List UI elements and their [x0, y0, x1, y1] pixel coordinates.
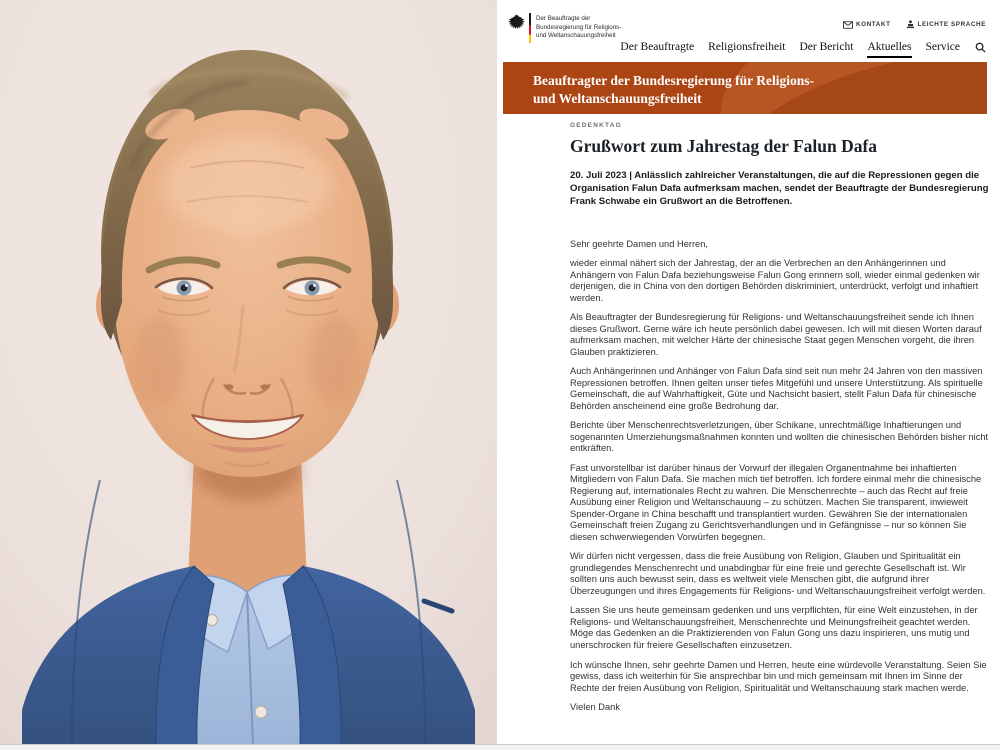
portrait-photo: [0, 0, 497, 745]
bottom-divider: [0, 744, 1000, 750]
site-logo[interactable]: [508, 13, 621, 43]
nav-item[interactable]: Religionsfreiheit: [708, 41, 786, 53]
flag-bar: [529, 13, 531, 43]
logo-text-line: Bundesregierung für Religions-: [536, 23, 622, 31]
portrait-illustration: [0, 0, 497, 745]
logo-text-line: und Weltanschauungsfreiheit: [536, 32, 616, 40]
article-intro: 20. Juli 2023 | Anlässlich zahlreicher Veranstaltungen, die auf die Repressionen gegen die Organisation Falun Dafa aufmerksam machen, sendet der Beauftragte der Bundesregierung Frank Schwabe ein Grußwort an die Betroffenen.: [570, 170, 989, 207]
article-paragraph: Sehr geehrte Damen und Herren,: [570, 238, 708, 249]
article-paragraph: Lassen Sie uns heute gemeinsam gedenken und uns verpflichten, für eine Welt einzustehen, in der Religions- und Weltanschauungsfreiheit, Menschenrechte und Meinungsfreiheit geachtet werden. Möge das Gedenken an die Praktizierenden von Falun Gong uns dazu inspirieren, uns mutig und unerschrocken für freiere Gesellschaften einzusetzen.: [570, 605, 978, 650]
leichte-sprache-label: LEICHTE SPRACHE: [917, 21, 986, 28]
nav-item[interactable]: Der Bericht: [799, 41, 854, 53]
article-paragraph: Auch Anhängerinnen und Anhänger von Falun Dafa sind seit nun mehr 24 Jahren von den massiven Repressionen betroffen. Ihnen gelten unser tiefes Mitgefühl und unsere Unterstützung. Als spirituelle Gemeinschaft, die auf Wahrhaftigkeit, Güte und Nachsicht basiert, stellt Falun Dafa für chinesische Behörden anscheinend eine große Bedrohung dar.: [570, 366, 983, 411]
banner-title: Beauftragter der Bundesregierung für Religions- und Weltanschauungsfreiheit: [533, 73, 814, 106]
page-banner: [503, 62, 987, 114]
logo-text-line: Der Beauftragte der: [536, 15, 591, 22]
kontakt-link[interactable]: [843, 20, 891, 29]
article-paragraph: wieder einmal nähert sich der Jahrestag, der an die Verbrechen an den Anhängerinnen und Anhängern von Falun Dafa beziehungsweise Falun Gong erinnern soll, wieder einmal gedenken wir derjenigen, die in China von den dortigen Behörden diskriminiert, unterdrückt, verfolgt und inhaftiert werden.: [570, 258, 980, 303]
kontakt-label: KONTAKT: [856, 21, 891, 28]
leichte-sprache-icon: [906, 20, 915, 29]
article-paragraph: Fast unvorstellbar ist darüber hinaus der Vorwurf der illegalen Organentnahme bei inhaftierten Mitgliedern von Falun Dafa. Sie machen mich tief betroffen. Ich fordere einmal mehr die chinesische Regierung auf, internationales Recht zu wahren. Die Menschenrechte – auch das Recht auf freie Ausübung einer Religion und Weltanschauung – zu schützen. Machen Sie transparent, inwieweit Spender-Organe in China beschafft und transplantiert wurden. Gewähren Sie der internationalen Gemeinschaft freien Zugang zu Gerichtsverhandlungen und in Gefängnisse – nur so können Sie diesen schwerwiegenden Vorwürfen begegnen.: [570, 462, 982, 542]
article-title: Grußwort zum Jahrestag der Falun Dafa: [570, 136, 878, 156]
federal-eagle-icon: [508, 13, 525, 32]
article-kicker: GEDENKTAG: [570, 122, 622, 129]
article-paragraph: Als Beauftragter der Bundesregierung für Religions- und Weltanschauungsfreiheit sende ich Ihnen dieses Grußwort. Gerne wäre ich heute persönlich dabei gewesen. Ich will mit diesen Worten darauf aufmerksam machen, mit welcher Härte der chinesische Staat gegen Menschen vorgeht, die ihren Glauben praktizieren.: [570, 312, 982, 357]
main-nav: [620, 41, 986, 53]
website-page: [497, 0, 1000, 745]
article-body: [570, 239, 990, 714]
nav-item[interactable]: Aktuelles: [867, 41, 912, 53]
logo-text: [536, 13, 621, 41]
leichte-sprache-link[interactable]: [906, 20, 986, 29]
article-paragraph: Vielen Dank: [570, 702, 620, 713]
article-paragraph: Wir dürfen nicht vergessen, dass die freie Ausübung von Religion, Glauben und Spiritualität ein grundlegendes Menschenrecht und unabdingbar für eine freie und gerechte Gesellschaft ist. Wir sollten uns auch bewusst sein, dass es weltweit viele Menschen gibt, die aufgrund ihrer Überzeugungen und ihres Engagements für Religions- und Weltanschauungsfreiheit verfolgt werden.: [570, 551, 986, 596]
article-paragraph: Berichte über Menschenrechtsverletzungen, über Schikane, unrechtmäßige Inhaftierungen und sogenannten Umerziehungsmaßnahmen konnten und wollten die chinesischen Behörden bisher nicht entkräften.: [570, 420, 989, 454]
envelope-icon: [843, 21, 853, 29]
search-icon[interactable]: [975, 42, 986, 53]
nav-item[interactable]: Der Beauftragte: [620, 41, 695, 53]
article-paragraph: Ich wünsche Ihnen, sehr geehrte Damen und Herren, heute eine würdevolle Veranstaltung. Seien Sie gewiss, dass ich weiterhin für Sie ansprechbar bin und mich gemeinsam mit Ihnen im Sinne der Rechte der freien Ausübung von Religion, Spiritualität und Weltanschauung stark machen werde.: [570, 659, 987, 693]
nav-item[interactable]: Service: [925, 41, 960, 53]
article: [570, 122, 990, 722]
meta-links: [843, 20, 986, 29]
